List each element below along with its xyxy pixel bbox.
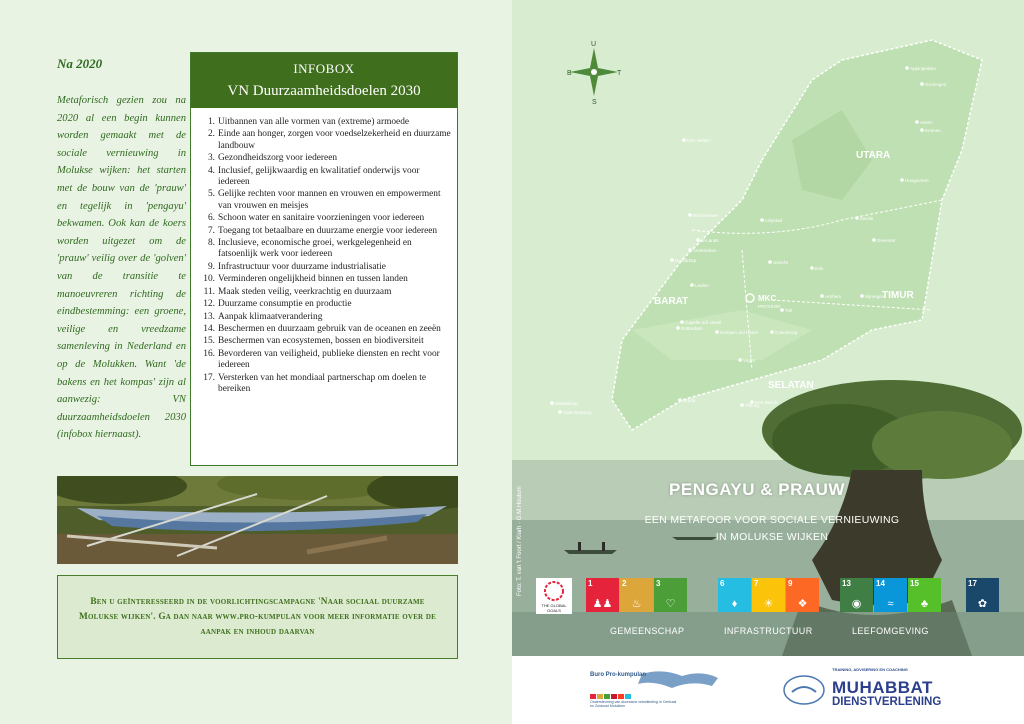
goal-number: 12. xyxy=(203,299,215,310)
goal-text: Versterken van het mondiaal partnerschap om doelen te bereiken xyxy=(218,372,426,394)
city-dot xyxy=(780,308,784,312)
region-utara: UTARA xyxy=(856,150,891,161)
city-dot xyxy=(920,82,924,86)
photo-credit: Foto: T. van 't Foort / Kiarh · G.M.Houtum xyxy=(517,486,523,596)
city-label: Groningen xyxy=(925,82,947,87)
city-label: Emmen xyxy=(925,128,941,133)
sdg-tile-6 xyxy=(718,578,751,612)
muhabbat-name: MUHABBAT xyxy=(832,678,933,697)
city-label: Wormerveer xyxy=(693,213,719,218)
buro-pro-kumpulan-logo xyxy=(572,666,722,716)
city-label: Tiel xyxy=(785,308,793,313)
goal-number: 7. xyxy=(207,225,215,236)
compass-west: B xyxy=(567,70,572,77)
city-dot xyxy=(770,330,774,334)
goal-text: Gelijke rechten voor mannen en vrouwen en empowerment van vrouwen en meisjes xyxy=(218,189,441,211)
city-label: Middelburg xyxy=(555,401,578,406)
goal-text: Bevorderen van veiligheid, publieke diensten en recht voor iedereen xyxy=(218,348,440,371)
sdg-tile-icon: ✿ xyxy=(977,598,988,610)
goal-text: Infrastructuur voor duurzame industrialisatie xyxy=(218,261,386,272)
sdg-goal-item xyxy=(201,129,451,152)
map-center-sub: PROVKOR xyxy=(758,304,781,309)
goal-text: Einde aan honger, zorgen voor voedselzekerheid en duurzame landbouw xyxy=(218,129,451,151)
goal-text: Beschermen van ecosystemen, bossen en biodiversiteit xyxy=(218,336,424,347)
sdg-goal-item xyxy=(201,226,451,237)
goal-text: Gezondheidszorg voor iedereen xyxy=(218,153,338,164)
sdg-tile-icon: ❖ xyxy=(797,598,808,610)
muhabbat-subtitle: DIENSTVERLENING xyxy=(832,696,942,708)
goal-number: 16. xyxy=(203,348,215,359)
city-label: Hoofddorp xyxy=(675,258,697,263)
city-dot xyxy=(900,178,904,182)
cover-subtitle-line1: EEN METAFOOR VOOR SOCIALE VERNIEUWING xyxy=(644,514,900,526)
compass-east: T xyxy=(617,70,622,77)
sdg-goal-item xyxy=(201,213,451,224)
sdg-tile-number: 9 xyxy=(788,579,793,588)
goal-number: 4. xyxy=(207,165,215,176)
city-dot xyxy=(696,238,700,242)
sdg-tile-3 xyxy=(654,578,687,612)
sdg-tile-icon: ◉ xyxy=(851,598,862,610)
infobox xyxy=(190,52,458,466)
cover-subtitle xyxy=(622,512,922,546)
buro-tagline: Ondersteuning van duurzame ontwikkeling in Centraal en Zuidoost Molukken xyxy=(590,700,677,708)
city-label: Nijmegen xyxy=(865,294,885,299)
goal-text: Uitbannen van alle vormen van (extreme) armoede xyxy=(218,117,410,127)
category-infrastructuur: INFRASTRUCTUUR xyxy=(724,626,813,636)
sdg-goal-item xyxy=(201,336,451,347)
goal-number: 6. xyxy=(207,213,215,224)
goal-number: 5. xyxy=(207,189,215,200)
city-label: Assen xyxy=(920,120,933,125)
city-dot xyxy=(682,138,686,142)
city-label: Lelystad xyxy=(765,218,783,223)
goal-number: 13. xyxy=(203,311,215,322)
city-label: IJ-Lands xyxy=(701,238,719,243)
sdg-tile-icon: ≈ xyxy=(887,598,894,610)
sdg-tile-13 xyxy=(840,578,873,612)
city-dot xyxy=(676,326,680,330)
sdg-tile-7 xyxy=(752,578,785,612)
region-barat: BARAT xyxy=(654,296,689,307)
city-dot xyxy=(810,266,814,270)
sdg-tile-15 xyxy=(908,578,941,612)
city-dot xyxy=(715,330,719,334)
infobox-header xyxy=(191,53,457,108)
sdg-goal-item xyxy=(201,373,451,396)
city-label: Appingedam xyxy=(910,66,936,71)
city-dot xyxy=(680,320,684,324)
goal-text: Aanpak klimaatverandering xyxy=(218,311,323,322)
goal-text: Schoon water en sanitaire voorzieningen voor iedereen xyxy=(218,213,425,224)
city-label: Leiden xyxy=(695,283,709,288)
city-label: Hoogeveen xyxy=(905,178,929,183)
goal-number: 3. xyxy=(207,153,215,164)
sdg-goal-item xyxy=(201,274,451,285)
goal-text: Inclusieve, economische groei, werkgelegenheid en fatsoenlijk werk voor iedereen xyxy=(218,238,412,260)
sdg-tile-icon: ♟♟ xyxy=(592,598,613,610)
sdg-tile-2 xyxy=(620,578,653,612)
sdg-tile-number: 14 xyxy=(876,579,885,588)
sdg-tile-icon: ♦ xyxy=(731,598,738,610)
city-dot xyxy=(860,294,864,298)
sdg-tile-9 xyxy=(786,578,819,612)
sdg-goal-item xyxy=(201,238,451,261)
category-gemeenschap: GEMEENSCHAP xyxy=(610,626,685,636)
sdg-tile-number: 17 xyxy=(968,579,977,588)
sdg-goal-item xyxy=(201,166,451,189)
goal-text: Maak steden veilig, veerkrachtig en duurzaam xyxy=(218,286,392,297)
sdg-tile-icon: ♡ xyxy=(665,598,676,610)
sdg-tile-number: 15 xyxy=(910,579,919,588)
goal-number: 11. xyxy=(203,286,215,297)
sdg-tile-number: 6 xyxy=(720,579,725,588)
sdg-goal-item xyxy=(201,117,451,128)
city-label: Capelle a/d IJssel xyxy=(685,320,722,325)
goal-number: 9. xyxy=(207,261,215,272)
goal-number: 10. xyxy=(203,274,215,285)
goal-number: 2. xyxy=(207,129,215,140)
sdg-tile-number: 7 xyxy=(754,579,759,588)
goal-text: Verminderen ongelijkheid binnen en tussen landen xyxy=(218,274,408,285)
campaign-text: Ben u geïnteresseerd in de voorlichtingscampagne 'Naar sociaal duurzame Molukse wijken'. Ga dan naar www.pro-kumpulan voor meer informatie over de aanpak en inhoud daarvan xyxy=(79,597,436,637)
city-dot xyxy=(740,403,744,407)
global-goals-text: THE GLOBAL GOALS xyxy=(541,603,567,613)
goal-text: Duurzame consumptie en productie xyxy=(218,299,352,310)
city-label: Rotterdam xyxy=(681,326,703,331)
cover-subtitle-line2: IN MOLUKSE WIJKEN xyxy=(715,531,829,543)
intro-paragraph: Metaforisch gezien zou na 2020 al een begin kunnen worden gemaakt met de sociale vernieuwing in Molukse wijken: het starten met de bouw van de 'prauw' en tegelijk in 'pengayu' bekwamen. Ook kan de koers worden uitgezet om de 'prauw' veilig over de 'golven' van de transitie te manoeuvreren richting de eindbestemming: een groene, veilige en vreedzame samenleving in Nederland en op de Molukken. Want 'de bakens en het kompas' zijn al aanwezig: VN duurzaamheidsdoelen 2030 (infobox hiernaast). xyxy=(57,95,186,441)
goal-text: Beschermen en duurzaam gebruik van de oceanen en zeeën xyxy=(218,323,441,334)
city-label: Ede xyxy=(815,266,824,271)
canoe-photo xyxy=(57,476,458,564)
city-dot xyxy=(738,358,742,362)
city-dot xyxy=(760,218,764,222)
city-label: Amsterdam xyxy=(693,248,717,253)
buro-name: Buro Pro-kumpulan xyxy=(590,672,647,678)
city-label: Vught xyxy=(743,358,755,363)
city-dot xyxy=(768,260,772,264)
footer-logos xyxy=(512,656,1024,724)
goal-number: 14. xyxy=(203,323,215,334)
city-dot xyxy=(550,401,554,405)
city-label: Den Bosch xyxy=(755,400,778,405)
sdg-goal-item xyxy=(201,299,451,310)
city-label: Culemborg xyxy=(775,330,798,335)
city-dot xyxy=(820,294,824,298)
sdg-goal-item xyxy=(201,349,451,372)
sdg-tile-number: 2 xyxy=(622,579,627,588)
sdg-tile-icon: ♣ xyxy=(920,598,929,610)
sdg-tile-number: 1 xyxy=(588,579,593,588)
city-dot xyxy=(688,213,692,217)
sdg-goal-list xyxy=(191,108,457,395)
global-goals-logo xyxy=(536,578,572,614)
city-dot xyxy=(915,120,919,124)
city-dot xyxy=(905,66,909,70)
sdg-tile-number: 13 xyxy=(842,579,851,588)
sdg-strip xyxy=(536,578,1016,612)
sdg-tile-14 xyxy=(874,578,907,612)
city-dot xyxy=(920,128,924,132)
cover-title: PENGAYU & PRAUW xyxy=(669,480,845,499)
sdg-tile-1 xyxy=(586,578,619,612)
goal-text: Inclusief, gelijkwaardig en kwalitatief onderwijs voor iedereen xyxy=(218,165,420,188)
infobox-label: INFOBOX xyxy=(293,61,355,76)
city-label: Utrecht xyxy=(773,260,788,265)
goal-number: 17. xyxy=(203,372,215,383)
map-center-label: MKC xyxy=(758,294,777,303)
category-leefomgeving: LEEFOMGEVING xyxy=(852,626,929,636)
city-dot xyxy=(678,398,682,402)
compass-north: U xyxy=(591,41,597,48)
intro-heading: Na 2020 xyxy=(57,56,103,71)
sdg-tile-icon: ☀ xyxy=(763,598,774,610)
city-label: Breda xyxy=(683,398,696,403)
city-label: Zwolle xyxy=(860,216,874,221)
goal-number: 1. xyxy=(207,117,215,127)
muhabbat-logo xyxy=(780,666,980,712)
sdg-goal-item xyxy=(201,189,451,212)
muhabbat-tagline: TRAINING, ADVISERING EN COACHING xyxy=(832,667,908,672)
city-label: Deventer xyxy=(877,238,896,243)
region-timur: TIMUR xyxy=(882,290,914,301)
goal-number: 15. xyxy=(203,336,215,347)
city-label: Den Helder xyxy=(687,138,711,143)
sdg-goal-item xyxy=(201,287,451,298)
sdg-goal-item xyxy=(201,312,451,323)
city-label: Tilburg xyxy=(745,403,759,408)
goal-number: 8. xyxy=(207,238,215,249)
sdg-tile-icon: ♨ xyxy=(631,598,642,610)
sdg-tile-number: 3 xyxy=(656,579,661,588)
city-dot xyxy=(855,216,859,220)
city-label: Krimpen a/d IJssel xyxy=(720,330,758,335)
infobox-title: VN Duurzaamheidsdoelen 2030 xyxy=(227,83,421,99)
right-page xyxy=(512,0,1024,724)
sdg-goal-item xyxy=(201,324,451,335)
sdg-tile-17 xyxy=(966,578,999,612)
city-dot xyxy=(688,248,692,252)
city-label: Oost-Souburg xyxy=(563,410,592,415)
city-dot xyxy=(872,238,876,242)
goal-text: Toegang tot betaalbare en duurzame energie voor iedereen xyxy=(218,225,438,236)
compass-south: S xyxy=(592,99,597,106)
city-dot xyxy=(690,283,694,287)
city-dot xyxy=(670,258,674,262)
sdg-goal-item xyxy=(201,262,451,273)
city-label: Arnhem xyxy=(825,294,842,299)
sdg-goal-item xyxy=(201,153,451,164)
city-dot xyxy=(558,410,562,414)
region-selatan: SELATAN xyxy=(768,380,814,391)
campaign-box xyxy=(57,575,458,659)
netherlands-map xyxy=(512,0,1024,724)
